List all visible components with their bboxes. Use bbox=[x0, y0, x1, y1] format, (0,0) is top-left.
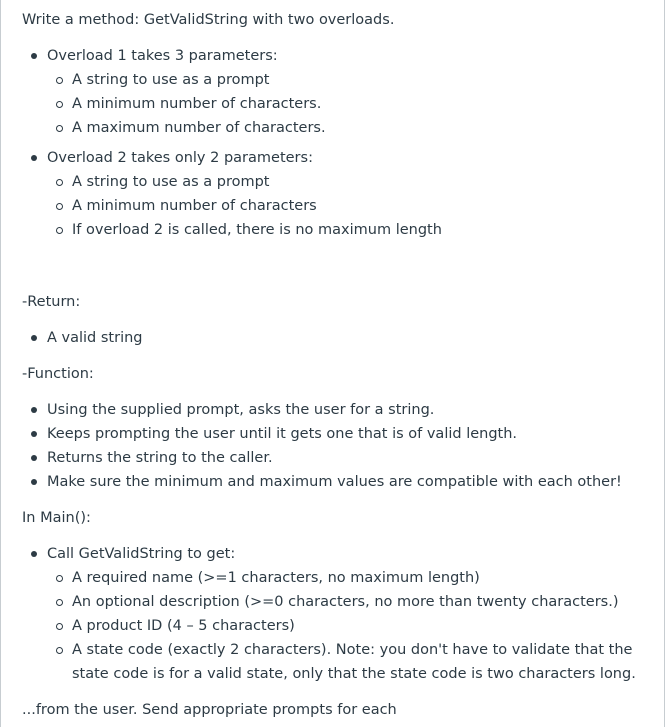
closing-text: ...from the user. Send appropriate prompts for each bbox=[22, 702, 397, 718]
overload-2-item bbox=[22, 146, 652, 242]
overload-2-param-1: A string to use as a prompt bbox=[47, 170, 652, 194]
return-list bbox=[22, 326, 652, 350]
overloads-list bbox=[22, 44, 652, 242]
main-target-name: A required name (>=1 characters, no maximum length) bbox=[47, 566, 652, 590]
overload-1-param-2: A minimum number of characters. bbox=[47, 92, 652, 116]
main-call-targets bbox=[47, 566, 652, 686]
return-heading: -Return: bbox=[22, 294, 81, 310]
main-target-product-id: A product ID (4 – 5 characters) bbox=[47, 614, 652, 638]
main-list bbox=[22, 542, 652, 686]
overload-2-params bbox=[47, 170, 652, 242]
main-call-item bbox=[22, 542, 652, 686]
main-call-label: Call GetValidString to get: bbox=[47, 546, 236, 562]
main-target-state-code: A state code (exactly 2 characters). Note: you don't have to validate that the state code is for a valid state, only that the state code is two characters long. bbox=[47, 638, 652, 686]
function-list bbox=[22, 398, 652, 494]
overload-1-param-1: A string to use as a prompt bbox=[47, 68, 652, 92]
assignment-content bbox=[22, 8, 652, 722]
overload-1-item bbox=[22, 44, 652, 140]
overload-2-label: Overload 2 takes only 2 parameters: bbox=[47, 150, 313, 166]
return-item: A valid string bbox=[22, 326, 652, 350]
main-target-description: An optional description (>=0 characters, no more than twenty characters.) bbox=[47, 590, 652, 614]
overload-1-label: Overload 1 takes 3 parameters: bbox=[47, 48, 278, 64]
function-heading: -Function: bbox=[22, 366, 94, 382]
function-item: Keeps prompting the user until it gets one that is of valid length. bbox=[22, 422, 652, 446]
overload-1-params bbox=[47, 68, 652, 140]
overload-2-param-3: If overload 2 is called, there is no maximum length bbox=[47, 218, 652, 242]
function-item: Make sure the minimum and maximum values are compatible with each other! bbox=[22, 470, 652, 494]
overload-1-param-3: A maximum number of characters. bbox=[47, 116, 652, 140]
intro-text: Write a method: GetValidString with two overloads. bbox=[22, 12, 395, 28]
function-item: Using the supplied prompt, asks the user for a string. bbox=[22, 398, 652, 422]
overload-2-param-2: A minimum number of characters bbox=[47, 194, 652, 218]
function-item: Returns the string to the caller. bbox=[22, 446, 652, 470]
main-heading: In Main(): bbox=[22, 510, 91, 526]
